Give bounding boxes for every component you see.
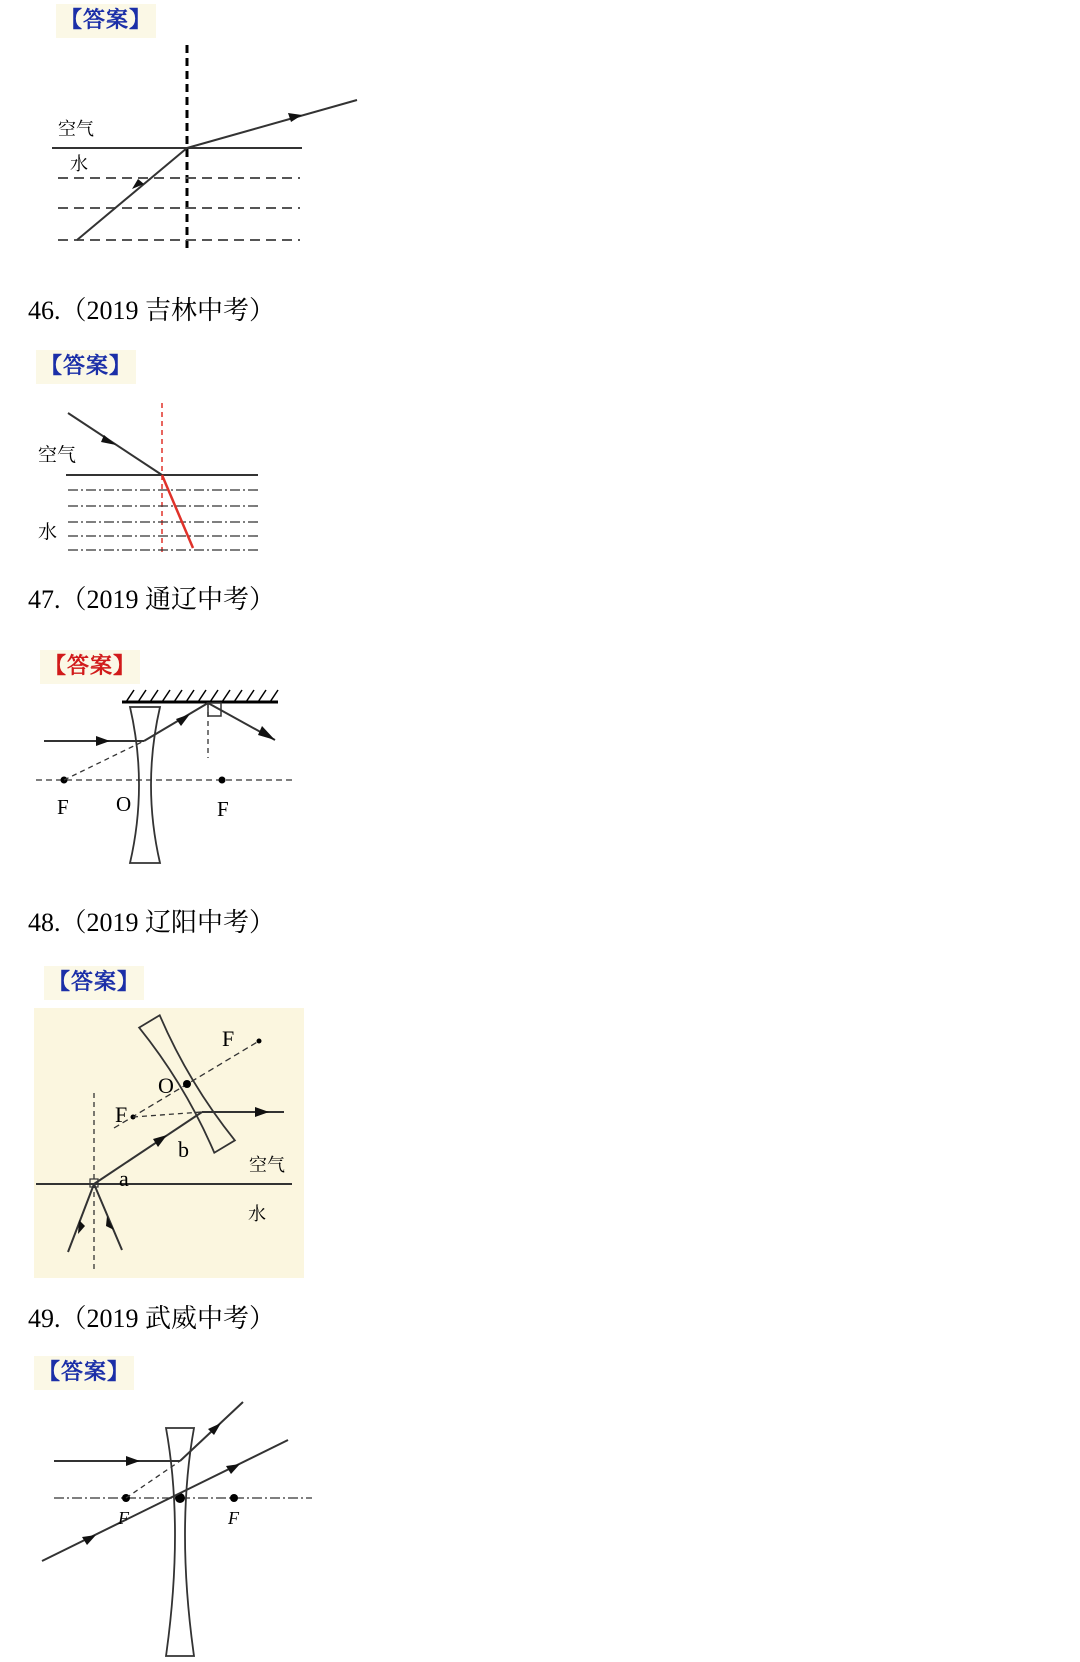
water-label: 水	[248, 1204, 266, 1225]
mirror-hatching	[126, 690, 278, 702]
air-label: 空气	[58, 119, 94, 140]
arrow-head	[258, 726, 275, 740]
optical-center-label: O	[116, 792, 132, 816]
focal-label-top: F	[222, 1026, 235, 1051]
concave-lens-diagram-49	[40, 1398, 330, 1660]
arrow-head	[82, 1535, 96, 1545]
question-46-title: 46.（2019 吉林中考）	[28, 296, 276, 325]
focal-label-left: F	[57, 795, 69, 819]
ray-label-b: b	[178, 1137, 189, 1162]
question-49-title: 49.（2019 武威中考）	[28, 1304, 276, 1333]
question-47-title: 47.（2019 通辽中考）	[28, 585, 276, 614]
virtual-extension	[64, 741, 144, 780]
incident-ray	[77, 148, 187, 240]
optical-center	[183, 1080, 191, 1088]
central-ray	[42, 1440, 288, 1561]
arrow-head	[176, 714, 190, 726]
water-label: 水	[38, 521, 58, 543]
question-48-title: 48.（2019 辽阳中考）	[28, 908, 276, 937]
arrow-head	[288, 113, 302, 122]
air-label: 空气	[249, 1155, 285, 1176]
focal-label-left: F	[115, 1102, 128, 1127]
refracted-ray	[187, 100, 357, 148]
angle-label-a: a	[119, 1166, 129, 1191]
air-label: 空气	[38, 444, 77, 466]
concave-lens	[130, 707, 160, 863]
incident-ray	[68, 413, 162, 475]
focal-point-top	[257, 1039, 262, 1044]
concave-lens-mirror-diagram-47	[30, 680, 300, 870]
focal-label-right: F	[228, 1508, 239, 1528]
answer-label: 【答案】	[44, 966, 144, 1000]
arrow-head	[96, 736, 110, 746]
answer-label: 【答案】	[34, 1356, 134, 1390]
refraction-diagram-46	[30, 398, 270, 558]
answer-label: 【答案】	[36, 350, 136, 384]
focal-point-right	[219, 777, 226, 784]
answer-label: 【答案】	[56, 4, 156, 38]
focal-label-right: F	[217, 797, 229, 821]
refracted-ray	[162, 475, 193, 548]
lens-refraction-diagram-48	[34, 1008, 304, 1278]
arrow-head	[126, 1456, 140, 1466]
answer-label: 【答案】	[40, 650, 140, 684]
water-label: 水	[70, 154, 88, 175]
focal-point-right	[230, 1494, 238, 1502]
focal-label-left: F	[118, 1508, 129, 1528]
refraction-diagram-45	[40, 40, 380, 255]
arrow-head	[226, 1464, 240, 1474]
concave-lens	[166, 1428, 194, 1656]
arrow-head	[132, 179, 144, 189]
diverging-ray	[144, 703, 208, 741]
optical-center-label: O	[158, 1073, 174, 1098]
